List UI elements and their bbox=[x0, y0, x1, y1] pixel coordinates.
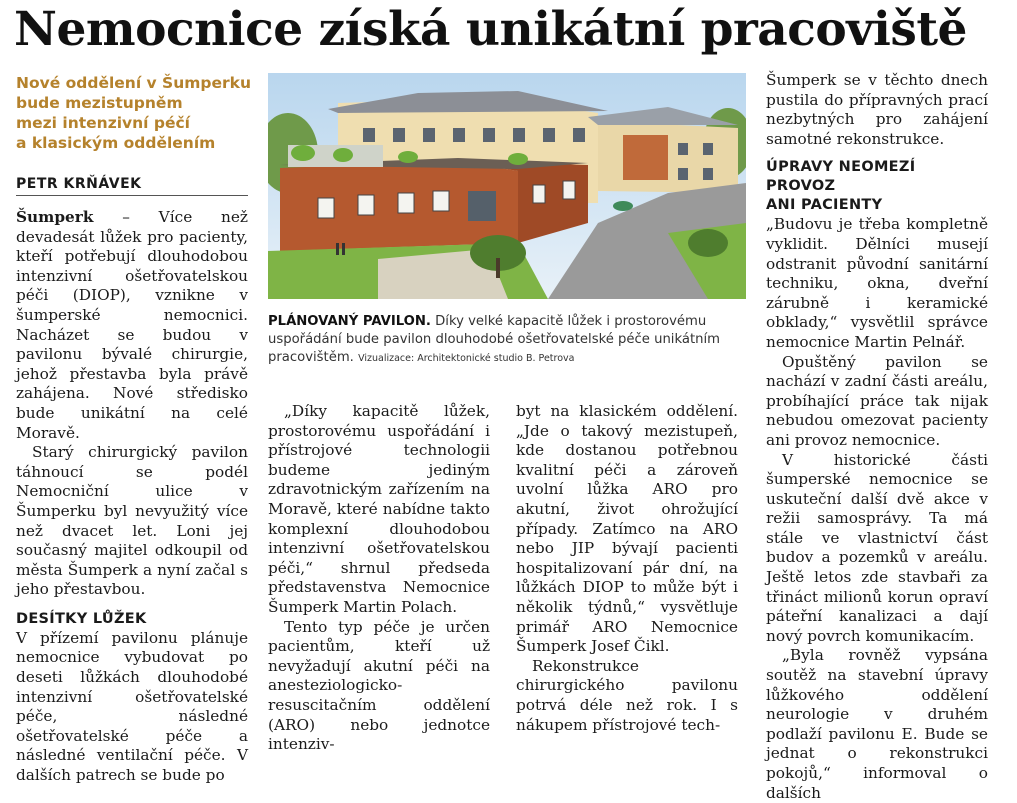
lede-line: a klasickým oddělením bbox=[16, 134, 216, 152]
paragraph: Šumperk se v těchto dnech pustila do přípravných prací nezbytných pro zahájení samotné rekonstrukce. bbox=[766, 71, 988, 148]
pavilion-visualization-image bbox=[268, 73, 746, 299]
subheading-line: ÚPRAVY NEOMEZÍ PROVOZ bbox=[766, 159, 916, 195]
paragraph: Opuštěný pavilon se nachází v zadní části areálu, probíhající práce tak nijak nebudou omezovat pacienty ani provoz nemocnice. bbox=[766, 352, 988, 449]
lede-line: bude mezistupněm bbox=[16, 94, 183, 112]
paragraph: „Byla rovněž vypsána soutěž na stavební úpravy lůžkového oddělení neurologie v druhém podlaží pavilonu E. Bude se jednat o rekonstrukci pokojů,“ informoval o dalších bbox=[766, 646, 988, 802]
subheading: DESÍTKY LŮŽEK bbox=[16, 610, 147, 627]
column-2 bbox=[268, 402, 490, 755]
subheading-line: ANI PACIENTY bbox=[766, 197, 883, 214]
column-3 bbox=[516, 402, 738, 735]
paragraph: byt na klasickém oddělení. „Jde o takový mezistupeň, kde dostanou potřebnou kvalitní péči a zároveň uvolní lůžka ARO pro akutní, život ohrožující případy. Zatímco na ARO nebo JIP bývají pacienti hospitalizovaní pár dní, na lůžkách DIOP to může být i několik týdnů,“ vysvětluje primář ARO Nemocnice Šumperk Josef Čikl. bbox=[516, 402, 738, 656]
paragraph: V přízemí pavilonu plánuje nemocnice vybudovat po deseti lůžkách dlouhodobé intenzivní ošetřovatelské péče, následné ošetřovatelské péče a následné ventilační péče. V dalších patrech se bude po bbox=[16, 628, 248, 785]
paragraph: Tento typ péče je určen pacientům, kteří už nevyžadují akutní péči na anesteziologicko-resuscitačním oddělení (ARO) nebo jednotce intenziv- bbox=[268, 617, 490, 754]
lede-line: mezi intenzivní péčí bbox=[16, 114, 190, 132]
caption-credit: Vizualizace: Architektonické studio B. Petrova bbox=[358, 353, 575, 364]
lede bbox=[16, 73, 251, 153]
paragraph: Šumperk – Více než devadesát lůžek pro pacienty, kteří potřebují dlouhodobou intenzivní ošetřovatelskou péči (DIOP), vznikne v šumperské nemocnici. Nacházet se budou v pavilonu bývalé chirurgie, jehož přestavba byla právě zahájena. Nové středisko bude unikátní na celé Moravě. bbox=[16, 208, 248, 442]
dateline: Šumperk bbox=[16, 208, 94, 226]
paragraph: V historické části šumperské nemocnice se uskuteční další dvě akce v režii samosprávy. Ta má stále ve vlastnictví část budov a pozemků v areálu. Ještě letos zde stavbaři za třináct milionů korun opraví páteřní kanalizaci a dají nový povrch komunikacím. bbox=[766, 450, 988, 645]
building-illustration bbox=[268, 73, 746, 299]
subheading bbox=[766, 158, 988, 215]
byline: PETR KRŇÁVEK bbox=[16, 176, 248, 196]
caption-title: PLÁNOVANÝ PAVILON. bbox=[268, 314, 431, 329]
caption-text: Díky velké kapacitě lůžek i prostorovému uspořádání bude pavilon dlouhodobé ošetřovatelské péče unikátním pracovištěm. bbox=[268, 314, 720, 365]
column-4 bbox=[766, 71, 988, 803]
column-1 bbox=[16, 208, 248, 786]
lede-line: Nové oddělení v Šumperku bbox=[16, 74, 251, 92]
paragraph: „Díky kapacitě lůžek, prostorovému uspořádání i přístrojové technologii budeme jediným zdravotnickým zařízením na Moravě, které nabídne takto komplexní dlouhodobou intenzivní ošetřovatelskou péči,“ shrnul předseda představenstva Nemocnice Šumperk Martin Polach. bbox=[268, 402, 490, 616]
headline: Nemocnice získá unikátní pracoviště bbox=[14, 2, 967, 57]
paragraph: „Budovu je třeba kompletně vyklidit. Dělníci musejí odstranit původní sanitární techniku, okna, dveřní zárubně i keramické obklady,“ vysvětlil správce nemocnice Martin Pelnář. bbox=[766, 215, 988, 351]
paragraph: Rekonstrukce chirurgického pavilonu potrvá déle než rok. I s nákupem přístrojové tech- bbox=[516, 656, 738, 734]
paragraph: Starý chirurgický pavilon táhnoucí se podél Nemocniční ulice v Šumperku byl nevyužitý více než dvacet let. Loni jej současný majitel odkoupil od města Šumperk a nyní začal s jeho přestavbou. bbox=[16, 443, 248, 599]
photo-caption bbox=[268, 313, 748, 368]
